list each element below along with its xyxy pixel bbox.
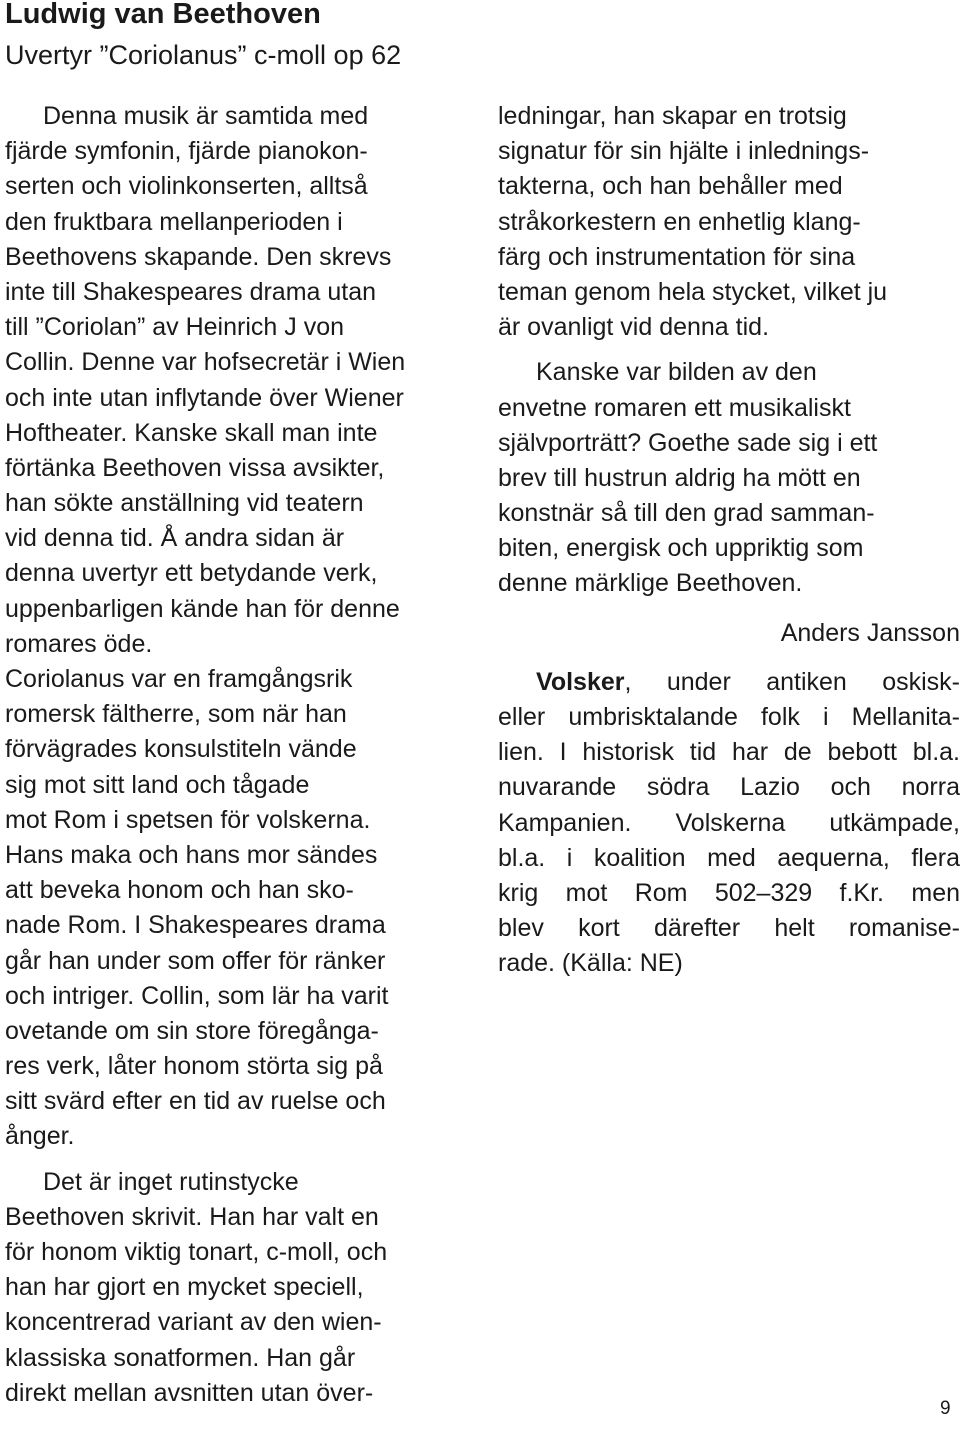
text-line: rade. (Källa: NE) xyxy=(498,949,683,978)
left-column xyxy=(5,99,475,1411)
text-line: Denna musik är samtida med xyxy=(43,102,369,130)
text-line: går han under som offer för ränker xyxy=(5,946,386,975)
text-line: Coriolanus var en framgångsrik xyxy=(5,665,353,693)
text-line: han har gjort en mycket speciell, xyxy=(5,1273,364,1302)
text-line: färg och instrumentation för sina xyxy=(498,242,856,271)
text-line: till ”Coriolan” av Heinrich J von xyxy=(5,313,345,342)
text-line: ånger. xyxy=(5,1122,75,1151)
text-line: biten, energisk och uppriktig som xyxy=(498,534,864,563)
text-line: Kanske var bilden av den xyxy=(536,358,817,387)
text-line: direkt mellan avsnitten utan över- xyxy=(5,1378,374,1407)
text-line: konstnär så till den grad samman- xyxy=(498,499,875,528)
text-line: förtänka Beethoven vissa avsikter, xyxy=(5,453,385,482)
text-line: Collin. Denne var hofsecretär i Wien xyxy=(5,348,406,377)
text-line: mot Rom i spetsen för volskerna. xyxy=(5,805,371,834)
text-line: res verk, låter honom störta sig på xyxy=(5,1052,383,1081)
text-line: är ovanligt vid denna tid. xyxy=(498,313,770,342)
text-line: krig mot Rom 502–329 f.Kr. men xyxy=(498,878,960,907)
text-line: Hoftheater. Kanske skall man inte xyxy=(5,418,378,447)
paragraph-gap xyxy=(498,651,960,665)
text-line: Beethoven skrivit. Han har valt en xyxy=(5,1202,379,1231)
page-subtitle: Uvertyr ”Coriolanus” c-moll op 62 xyxy=(5,40,402,70)
text-line: takterna, och han behåller med xyxy=(498,172,843,201)
text-line: självporträtt? Goethe sade sig i ett xyxy=(498,428,878,457)
text-line: han sökte anställning vid teatern xyxy=(5,489,364,518)
text-line: envetne romaren ett musikaliskt xyxy=(498,393,851,422)
text-line: uppenbarligen kände han för denne xyxy=(5,594,400,623)
text-line: koncentrerad variant av den wien- xyxy=(5,1308,382,1337)
text-line: att beveka honom och han sko- xyxy=(5,876,354,905)
text-line: för honom viktig tonart, c-moll, och xyxy=(5,1238,388,1266)
volsker-term: Volsker xyxy=(536,667,625,696)
text-line: förvägrades konsulstiteln vände xyxy=(5,735,357,764)
text-line: ovetande om sin store föregånga- xyxy=(5,1016,379,1045)
right-column xyxy=(498,99,960,982)
text-line: vid denna tid. Å andra sidan är xyxy=(5,524,345,553)
text-line: sig mot sitt land och tågade xyxy=(5,770,310,799)
paragraph-gap xyxy=(498,345,960,355)
volsker-first-line xyxy=(498,665,960,700)
text-line: den fruktbara mellanperioden i xyxy=(5,207,343,236)
text-line: ledningar, han skapar en trotsig xyxy=(498,102,847,130)
text-line: signatur för sin hjälte i inlednings- xyxy=(498,137,870,166)
text-line: Kampanien. Volskerna utkämpade, xyxy=(498,808,960,837)
text-line: inte till Shakespeares drama utan xyxy=(5,277,377,306)
text-line: nuvarande södra Lazio och norra xyxy=(498,773,960,802)
author-signature: Anders Jansson xyxy=(780,618,960,647)
text-line: sitt svärd efter en tid av ruelse och xyxy=(5,1087,386,1116)
text-line: romersk fältherre, som när han xyxy=(5,700,347,729)
text-line: Hans maka och hans mor sändes xyxy=(5,840,378,869)
paragraph-gap xyxy=(5,1155,475,1165)
paragraph-gap xyxy=(498,602,960,616)
text-line: Beethovens skapande. Den skrevs xyxy=(5,242,392,271)
text-line: romares öde. xyxy=(5,629,153,658)
page-number: 9 xyxy=(940,1398,951,1419)
volsker-first-line-rest: , under antiken oskisk- xyxy=(624,667,960,696)
text-line: eller umbrisktalande folk i Mellanita- xyxy=(498,703,960,731)
text-line: denne märklige Beethoven. xyxy=(498,569,803,598)
text-line: klassiska sonatformen. Han går xyxy=(5,1343,356,1372)
text-line: och intriger. Collin, som lär ha varit xyxy=(5,981,389,1010)
text-line: och inte utan inflytande över Wiener xyxy=(5,383,404,412)
text-line: lien. I historisk tid har de bebott bl.a. xyxy=(498,738,960,767)
text-line: denna uvertyr ett betydande verk, xyxy=(5,559,378,588)
text-line: brev till hustrun aldrig ha mött en xyxy=(498,463,861,492)
text-line: serten och violinkonserten, alltså xyxy=(5,172,368,201)
text-line: Det är inget rutinstycke xyxy=(43,1167,299,1196)
page-title: Ludwig van Beethoven xyxy=(5,0,321,30)
text-line: stråkorkestern en enhetlig klang- xyxy=(498,207,861,236)
text-line: nade Rom. I Shakespeares drama xyxy=(5,911,386,940)
text-line: fjärde symfonin, fjärde pianokon- xyxy=(5,137,368,166)
text-line: bl.a. i koalition med aequerna, flera xyxy=(498,843,960,872)
text-line: blev kort därefter helt romanise- xyxy=(498,914,960,943)
text-line: teman genom hela stycket, vilket ju xyxy=(498,277,888,306)
